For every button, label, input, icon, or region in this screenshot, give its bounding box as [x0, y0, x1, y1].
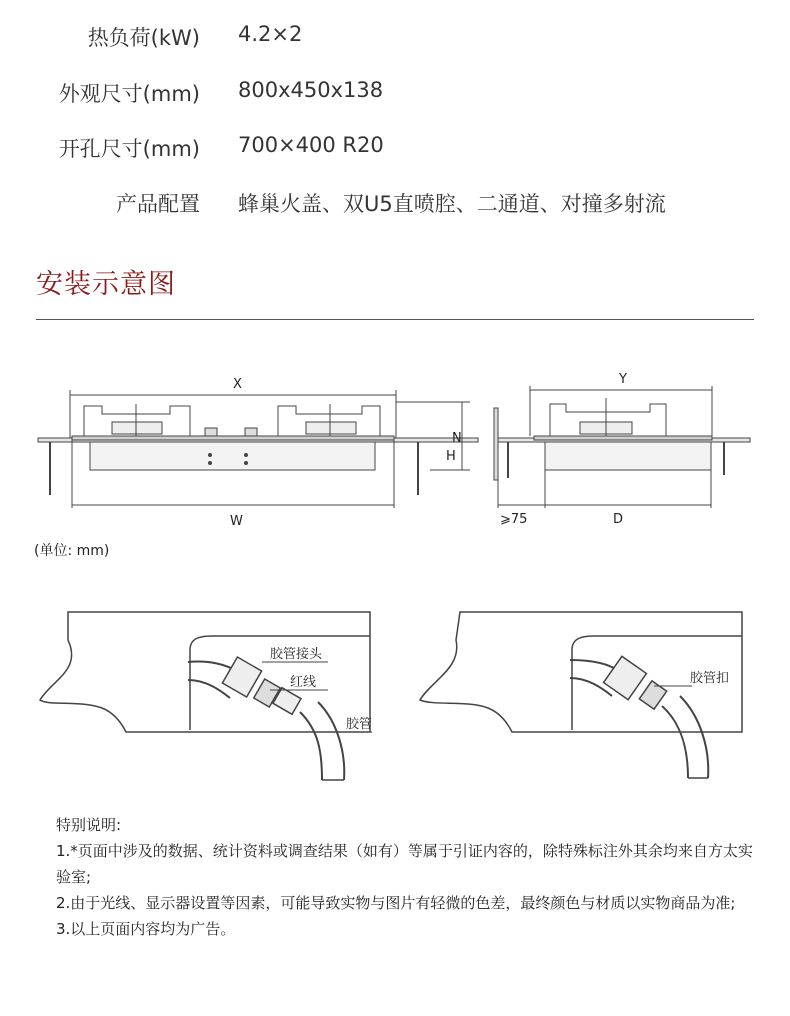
- hose-connector-label: 胶管接头: [270, 647, 323, 662]
- unit-note: (单位: mm): [34, 543, 110, 559]
- spec-value: 700×400 R20: [238, 133, 384, 157]
- front-view-drawing: [38, 390, 478, 508]
- spec-value: 蜂巢火盖、双U5直喷腔、二通道、对撞多射流: [238, 192, 666, 216]
- dimension-y-label: Y: [619, 372, 627, 387]
- note-item: 1.*页面中涉及的数据、统计资料或调查结果（如有）等属于引证内容的，除特殊标注外其余均来自方太实验室;: [56, 842, 753, 886]
- dimension-d-label: D: [613, 512, 624, 527]
- spec-label: 外观尺寸(mm): [58, 82, 200, 106]
- note-item: 3.以上页面内容均为广告。: [56, 920, 236, 938]
- dimension-n-label: N: [452, 431, 462, 446]
- spec-value: 800x450x138: [238, 78, 384, 102]
- note-item: 2.由于光线、显示器设置等因素，可能导致实物与图片有轻微的色差，最终颜色与材质以实物商品为准;: [56, 894, 736, 912]
- special-notes: [56, 812, 756, 942]
- spec-value: 4.2×2: [238, 22, 303, 46]
- hose-clamp-detail: [420, 612, 742, 778]
- notes-heading: 特别说明:: [56, 816, 122, 834]
- side-view-drawing: [494, 386, 750, 508]
- section-title: 安装示意图: [36, 269, 176, 300]
- hose-label: 胶管: [346, 717, 373, 732]
- spec-label: 产品配置: [116, 192, 200, 216]
- spec-label: 开孔尺寸(mm): [58, 137, 200, 161]
- dimension-min-gap-label: ⩾75: [500, 512, 528, 527]
- hose-clamp-label: 胶管扣: [690, 671, 730, 686]
- dimension-w-label: W: [230, 514, 243, 529]
- hose-connection-detail: [40, 612, 372, 780]
- red-line-label: 红线: [290, 675, 317, 690]
- dimension-x-label: X: [233, 377, 242, 392]
- dimension-h-label: H: [446, 449, 456, 464]
- spec-label: 热负荷(kW): [87, 26, 200, 50]
